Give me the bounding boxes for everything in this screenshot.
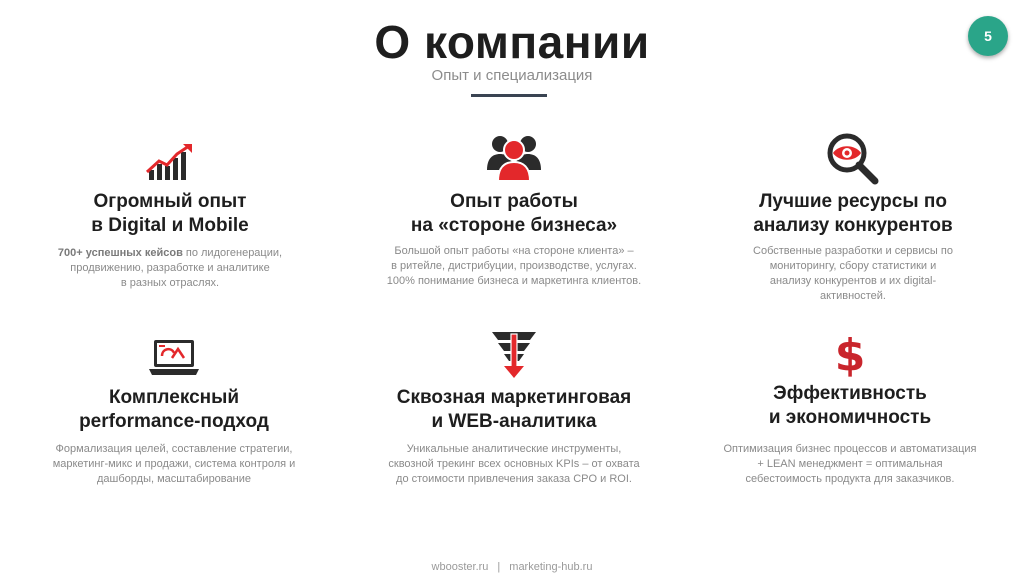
card-description: Оптимизация бизнес процессов и автоматизация + LEAN менеджмент = оптимальная себестоимость продукта для заказчиков.	[723, 443, 977, 485]
card-heading: Сквозная маркетинговая и WEB-аналитика	[396, 387, 632, 432]
card-description: Формализация целей, составление стратегии, маркетинг-микс и продажи, система контроля и дашборды, масштабирование	[52, 443, 296, 485]
users-group-icon	[486, 132, 542, 182]
page-number-badge: 5	[968, 16, 1008, 56]
card-heading: Лучшие ресурсы по анализу конкурентов	[753, 191, 953, 236]
funnel-arrow-icon	[490, 330, 538, 380]
svg-text:$: $	[834, 330, 866, 378]
dollar-icon	[833, 330, 867, 378]
card-heading: Огромный опыт в Digital и Mobile	[91, 191, 249, 236]
page-title: О компании	[374, 16, 650, 68]
card-heading: Опыт работы на «стороне бизнеса»	[410, 191, 618, 236]
footer	[0, 561, 1024, 574]
card-description: Собственные разработки и сервисы по мониторингу, сбору статистики и анализу конкурентов и их digital- активностей.	[753, 245, 953, 302]
laptop-analytics-icon	[148, 338, 200, 378]
card-description: Большой опыт работы «на стороне клиента» – в ритейле, дистрибуции, производстве, услугах. 100% понимание бизнеса и маркетинга клиентов.	[386, 245, 642, 287]
footer-link-wbooster[interactable]: wbooster.ru	[431, 561, 489, 573]
footer-link-marketing-hub[interactable]: marketing-hub.ru	[509, 561, 593, 573]
card-heading: Эффективность и экономичность	[768, 383, 932, 428]
card-description: Уникальные аналитические инструменты, сквозной трекинг всех основных KPIs – от охвата до стоимости привлечения заказа CPO и ROI.	[388, 443, 640, 485]
magnifier-eye-icon	[826, 132, 880, 186]
footer-separator: |	[497, 561, 501, 573]
card-heading: Комплексный performance-подход	[79, 387, 269, 432]
card-description: 700+ успешных кейсов по лидогенерации, продвижению, разработке и аналитике в разных отраслях.	[57, 247, 283, 289]
page-subtitle: Опыт и специализация	[431, 67, 593, 84]
growth-chart-icon	[145, 142, 195, 182]
title-divider	[471, 94, 547, 97]
